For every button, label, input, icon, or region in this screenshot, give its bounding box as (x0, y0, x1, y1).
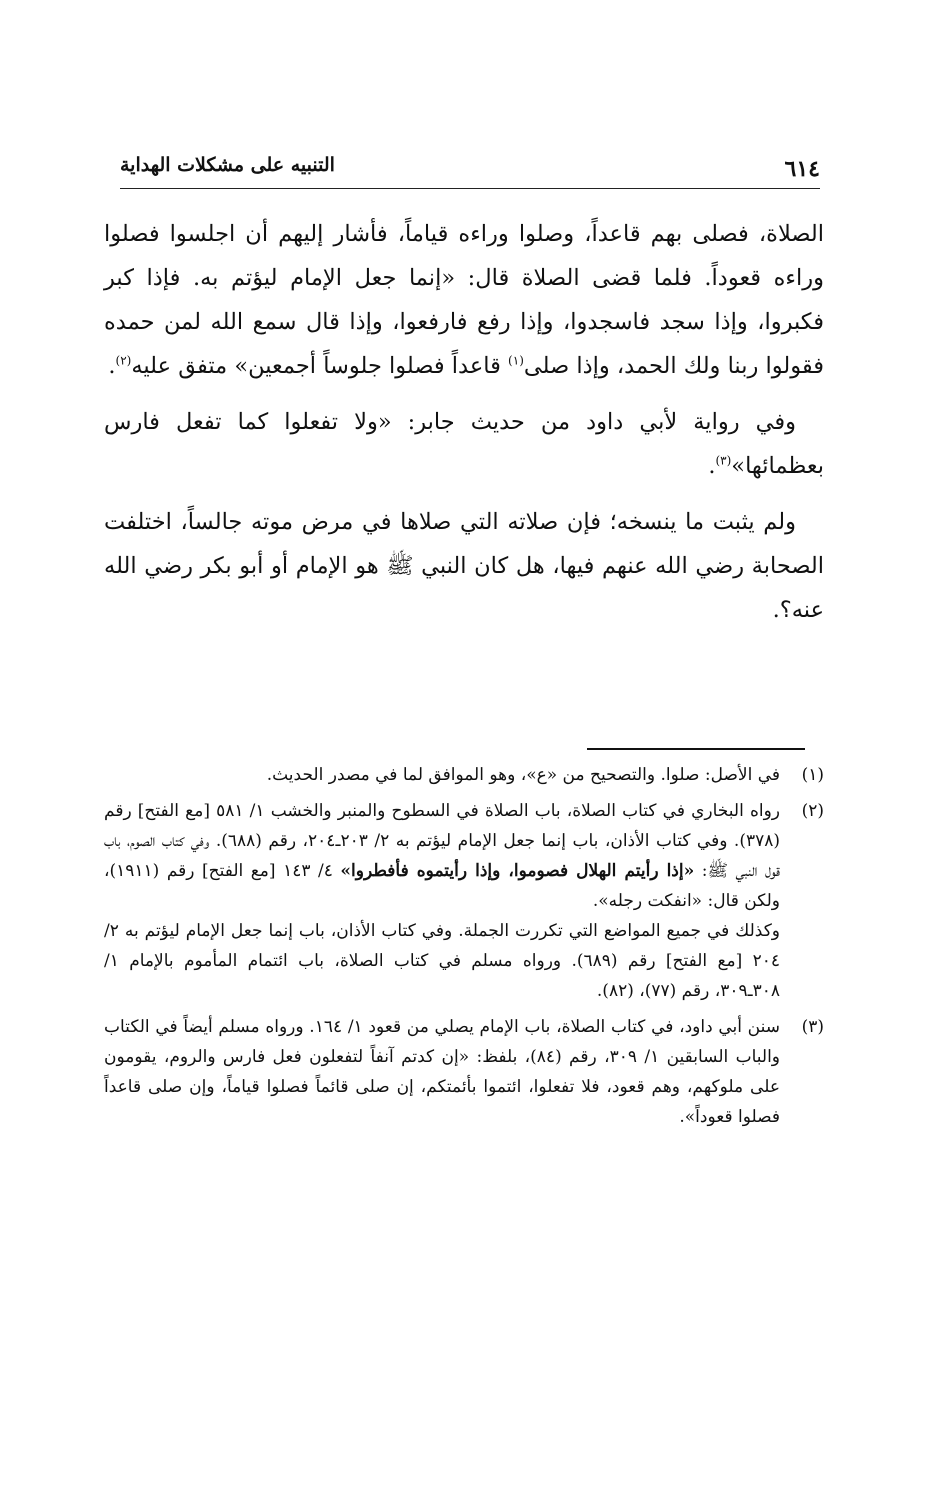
header-rule (120, 188, 820, 189)
page-number: ٦١٤ (784, 156, 820, 182)
footnote-text: ٤/ ١٤٣ [مع الفتح] رقم (١٩١١)، ولكن قال: «انفكت رجله». (104, 861, 780, 911)
paragraph-text: . (708, 453, 716, 479)
footnote-3 (104, 1012, 824, 1132)
paragraph-abrogation (104, 500, 824, 632)
paragraph-text: الصلاة، فصلى بهم قاعداً، وصلوا وراءه قياماً، فأشار إليهم أن اجلسوا فصلوا وراءه قعوداً. فلما قضى الصلاة قال: «إنما جعل الإمام ليؤتم به. فإذا كبر فكبروا، وإذا سجد فاسجدوا، وإذا رفع فارفعوا، وإذا قال سمع الله لمن حمده فقولوا ربنا ولك الحمد، وإذا صلى (104, 221, 824, 379)
footnotes (104, 760, 824, 1132)
footnote-ref-1: (١) (508, 353, 524, 368)
footnote-number: (٣) (801, 1017, 824, 1037)
paragraph-text: قاعداً فصلوا جلوساً أجمعين» متفق عليه (131, 353, 501, 379)
footnote-number: (١) (801, 765, 824, 785)
paragraph-text: ولم يثبت ما ينسخه؛ فإن صلاته التي صلاها في مرض موته جالساً، اختلفت الصحابة رضي الله عنهم فيها، هل كان النبي ﷺ هو الإمام أو أبو بكر رضي الله عنه؟. (104, 509, 824, 623)
footnote-text: رواه البخاري في كتاب الصلاة، باب الصلاة في السطوح والمنبر والخشب ١/ ٥٨١ [مع الفتح] رقم (٣٧٨). وفي كتاب الأذان، باب إنما جعل الإمام ليؤتم به ٢/ ٢٠٣ـ٢٠٤، رقم (٦٨٨). وفي كتاب الصوم، باب قول النبي ﷺ: (104, 801, 781, 881)
footnote-1 (104, 760, 824, 790)
paragraph-text: . (108, 353, 116, 379)
footnote-ref-2: (٢) (115, 353, 132, 368)
paragraph-hadith (104, 212, 824, 388)
main-text (104, 212, 824, 632)
footnote-separator (587, 748, 805, 750)
page-header (120, 152, 820, 184)
footnote-ref-3: (٣) (715, 453, 732, 468)
footnote-bold-quote: «إذا رأيتم الهلال فصوموا، وإذا رأيتموه فأفطروا» (340, 861, 695, 881)
footnote-text: سنن أبي داود، في كتاب الصلاة، باب الإمام يصلي من قعود ١/ ١٦٤. ورواه مسلم أيضاً في الكتاب والباب السابقين ١/ ٣٠٩، رقم (٨٤)، بلفظ: «إن كدتم آنفاً لتفعلون فعل فارس والروم، يقومون على ملوكهم، وهم قعود، فلا تفعلوا، ائتموا بأئمتكم، إن صلى قائماً فصلوا قياماً، وإن صلى قاعداً فصلوا قعوداً». (104, 1017, 781, 1127)
running-title: التنبيه على مشكلات الهداية (120, 154, 335, 176)
paragraph-text: وفي رواية لأبي داود من حديث جابر: «ولا تفعلوا كما تفعل فارس بعظمائها» (104, 409, 824, 479)
footnote-text: في الأصل: صلوا. والتصحيح من «ع»، وهو الموافق لما في مصدر الحديث. (266, 765, 780, 785)
footnote-continuation: وكذلك في جميع المواضع التي تكررت الجملة. وفي كتاب الأذان، باب إنما جعل الإمام ليؤتم به ٢/ ٢٠٤ [مع الفتح] رقم (٦٨٩). ورواه مسلم في كتاب الصلاة، باب ائتمام المأموم بالإمام ١/ ٣٠٨ـ٣٠٩، رقم (٧٧)، (٨٢). (104, 921, 780, 1001)
paragraph-abu-dawud (104, 400, 824, 488)
footnote-2 (104, 796, 824, 1006)
footnote-number: (٢) (801, 801, 824, 821)
